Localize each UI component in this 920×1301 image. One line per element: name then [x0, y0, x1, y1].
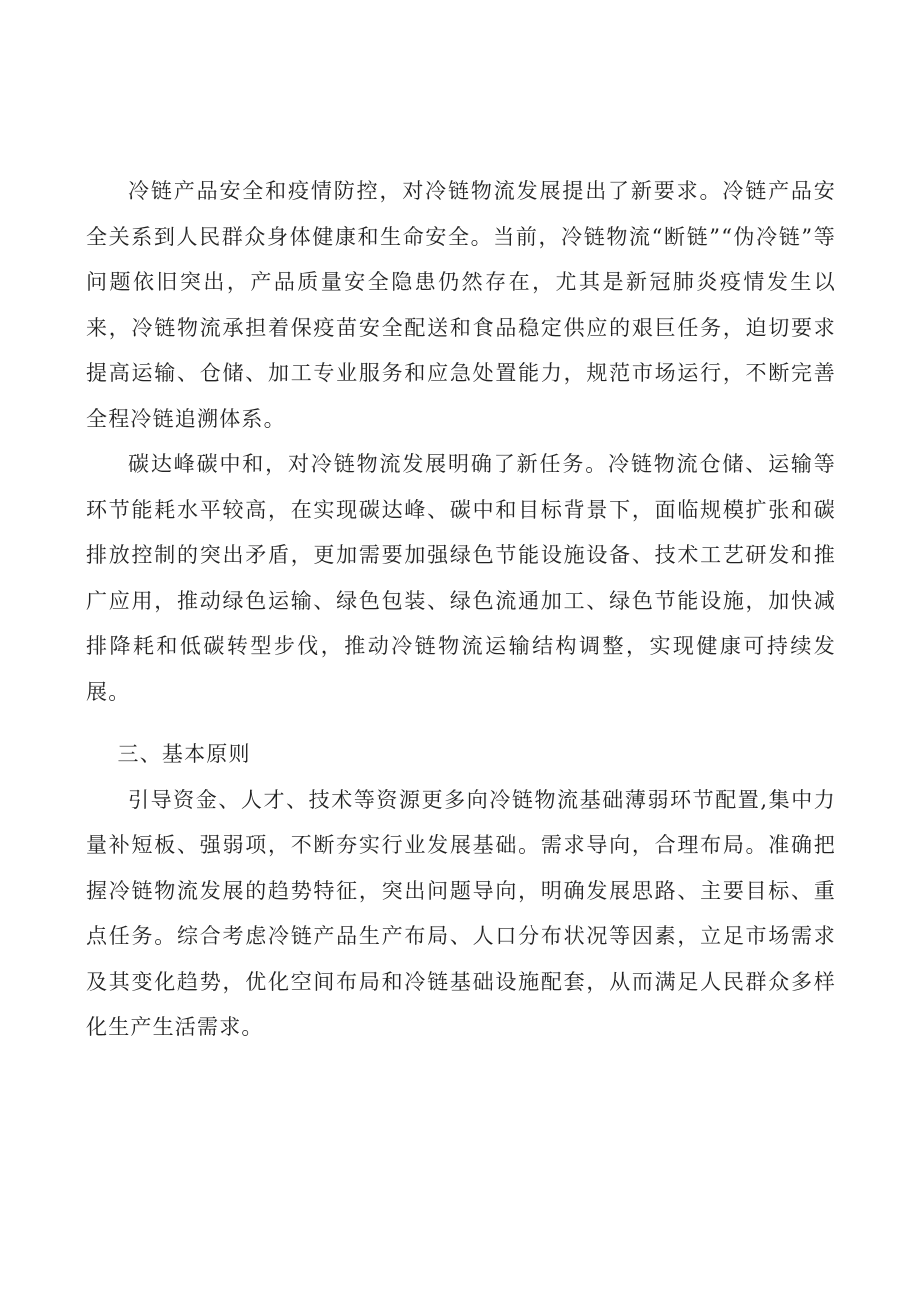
paragraph-carbon-neutrality: 碳达峰碳中和，对冷链物流发展明确了新任务。冷链物流仓储、运输等环节能耗水平较高，在实现碳达峰、碳中和目标背景下，面临规模扩张和碳排放控制的突出矛盾，更加需要加强绿色节能设施设备、技术工艺研发和推广应用，推动绿色运输、绿色包装、绿色流通加工、绿色节能设施，加快减排降耗和低碳转型步伐，推动冷链物流运输结构调整，实现健康可持续发展。 [86, 452, 836, 704]
paragraph-cold-chain-safety: 冷链产品安全和疫情防控，对冷链物流发展提出了新要求。冷链产品安全关系到人民群众身体健康和生命安全。当前，冷链物流“断链”“伪冷链”等问题依旧突出，产品质量安全隐患仍然存在，尤其是新冠肺炎疫情发生以来，冷链物流承担着保疫苗安全配送和食品稳定供应的艰巨任务，迫切要求提高运输、仓储、加工专业服务和应急处置能力，规范市场运行，不断完善全程冷链追溯体系。 [86, 179, 836, 431]
section-heading-basic-principles: 三、基本原则 [117, 742, 251, 766]
document-body [86, 169, 836, 1051]
paragraph-basic-principles: 引导资金、人才、技术等资源更多向冷链物流基础薄弱环节配置,集中力量补短板、强弱项，不断夯实行业发展基础。需求导向，合理布局。准确把握冷链物流发展的趋势特征，突出问题导向，明确发展思路、主要目标、重点任务。综合考虑冷链产品生产布局、人口分布状况等因素，立足市场需求及其变化趋势，优化空间布局和冷链基础设施配套，从而满足人民群众多样化生产生活需求。 [86, 787, 836, 1039]
